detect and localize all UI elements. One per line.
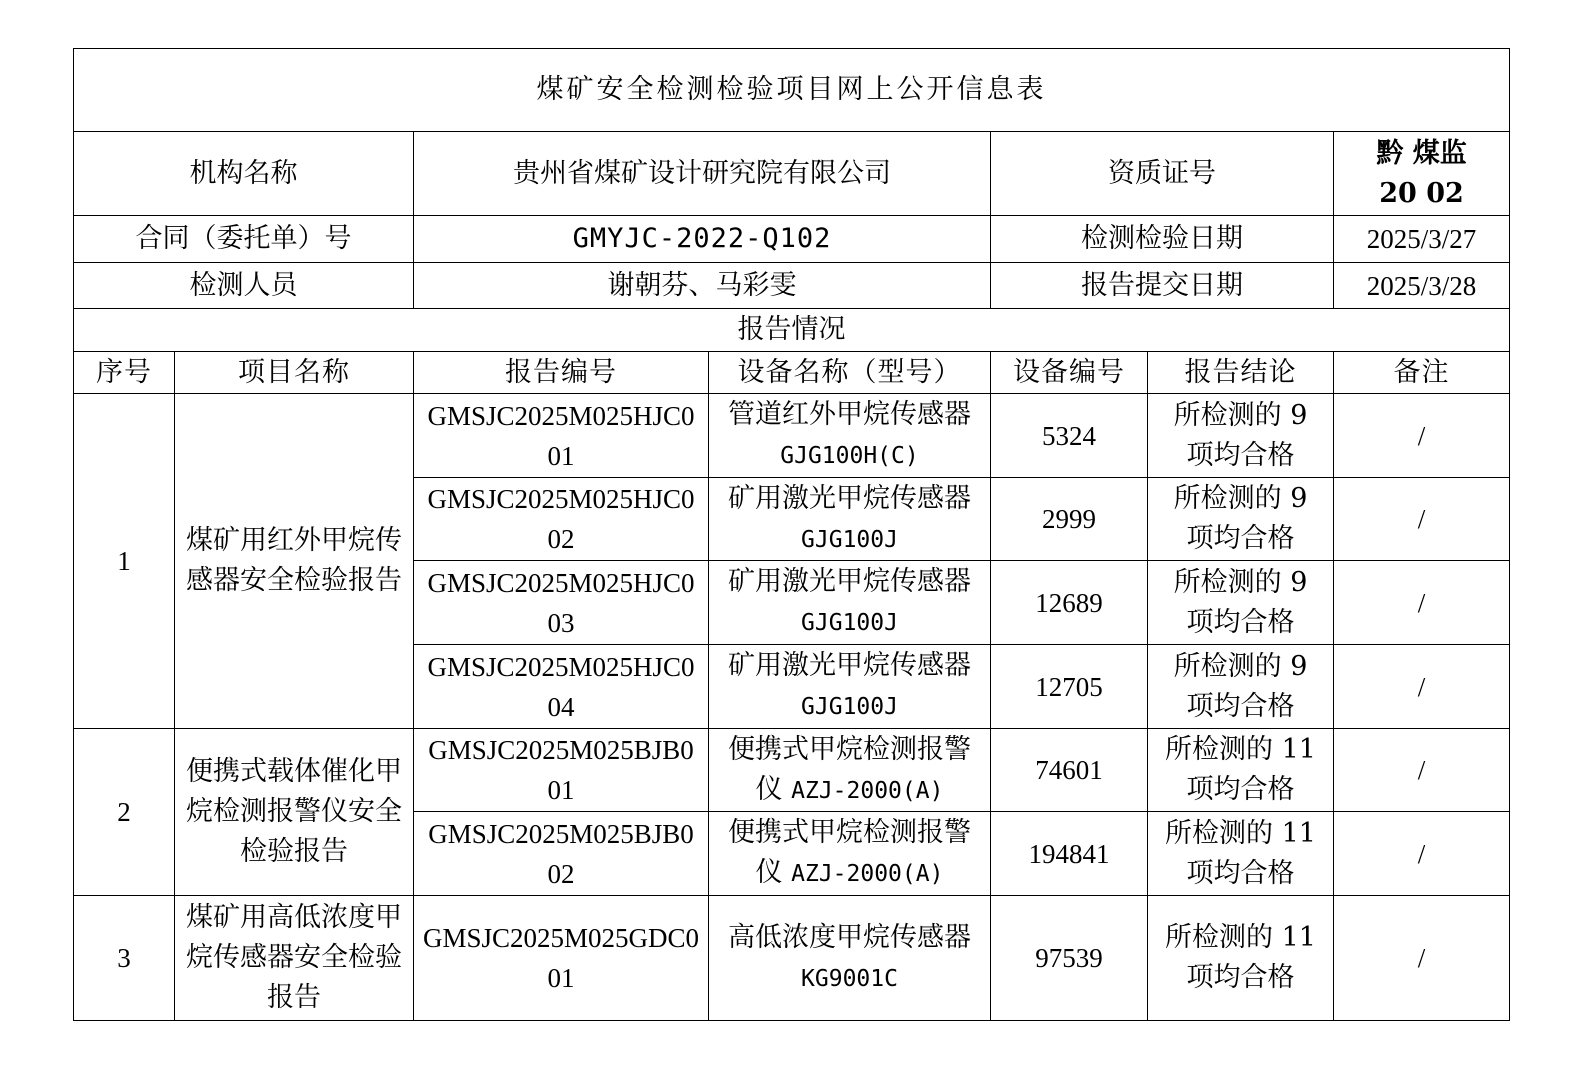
submit-date-label: 报告提交日期 [991, 263, 1334, 309]
equip-name-cell [709, 645, 991, 729]
equip-name: 矿用激光甲烷传感器 [728, 482, 971, 514]
equip-name: 矿用激光甲烷传感器 [728, 650, 971, 681]
title-row [74, 49, 1510, 132]
report-no-cell: GMSJC2025M025HJC002 [414, 478, 709, 561]
org-label: 机构名称 [74, 132, 414, 216]
equip-name: 高低浓度甲烷传感器 [728, 921, 971, 953]
column-header-report-no: 报告编号 [414, 352, 709, 394]
info-table [73, 48, 1510, 1021]
equip-no-cell: 5324 [991, 394, 1148, 478]
seq-cell: 1 [74, 394, 175, 729]
report-no-cell: GMSJC2025M025BJB002 [414, 812, 709, 896]
conclusion-cell: 所检测的 9 项均合格 [1148, 394, 1334, 478]
qualification-label: 资质证号 [991, 132, 1334, 216]
contract-value: GMYJC-2022-Q102 [414, 216, 991, 263]
table-row [74, 729, 1510, 812]
column-header-row [74, 352, 1510, 394]
equip-name-cell [709, 729, 991, 812]
contract-row [74, 216, 1510, 263]
report-no-cell: GMSJC2025M025BJB001 [414, 729, 709, 812]
column-header-conclusion: 报告结论 [1148, 352, 1334, 394]
personnel-value: 谢朝芬、马彩雯 [414, 263, 991, 309]
page-title: 煤矿安全检测检验项目网上公开信息表 [74, 49, 1510, 132]
column-header-project: 项目名称 [175, 352, 414, 394]
remark-cell: / [1334, 478, 1510, 561]
equip-name: 便携式甲烷检测报警仪 [728, 733, 971, 805]
equip-model: KG9001C [801, 965, 898, 992]
report-section-heading: 报告情况 [74, 309, 1510, 352]
equip-name: 矿用激光甲烷传感器 [728, 566, 971, 597]
remark-cell: / [1334, 812, 1510, 896]
equip-no-cell: 194841 [991, 812, 1148, 896]
equip-model: GJG100H(C) [780, 443, 919, 469]
remark-cell: / [1334, 561, 1510, 645]
equip-model: GJG100J [801, 694, 898, 720]
equip-model: GJG100J [801, 526, 898, 553]
conclusion-cell: 所检测的 9 项均合格 [1148, 645, 1334, 729]
equip-model: AZJ-2000(A) [791, 777, 944, 804]
seq-cell: 2 [74, 729, 175, 896]
column-header-equip-no: 设备编号 [991, 352, 1148, 394]
equip-name: 便携式甲烷检测报警仪 [728, 817, 971, 888]
equip-name-cell [709, 896, 991, 1021]
equip-no-cell: 74601 [991, 729, 1148, 812]
project-name-cell: 煤矿用红外甲烷传感器安全检验报告 [175, 394, 414, 729]
equip-no-cell: 2999 [991, 478, 1148, 561]
column-header-seq: 序号 [74, 352, 175, 394]
personnel-row [74, 263, 1510, 309]
org-value: 贵州省煤矿设计研究院有限公司 [414, 132, 991, 216]
inspect-date-value: 2025/3/27 [1334, 216, 1510, 263]
equip-no-cell: 12689 [991, 561, 1148, 645]
equip-name-cell [709, 394, 991, 478]
submit-date-value: 2025/3/28 [1334, 263, 1510, 309]
report-no-cell: GMSJC2025M025HJC004 [414, 645, 709, 729]
equip-model: GJG100J [801, 610, 898, 636]
table-row [74, 394, 1510, 478]
personnel-label: 检测人员 [74, 263, 414, 309]
org-row [74, 132, 1510, 216]
column-header-equip-name: 设备名称（型号） [709, 352, 991, 394]
remark-cell: / [1334, 729, 1510, 812]
conclusion-cell: 所检测的 11 项均合格 [1148, 729, 1334, 812]
table-row [74, 896, 1510, 1021]
remark-cell: / [1334, 645, 1510, 729]
equip-no-cell: 12705 [991, 645, 1148, 729]
project-name-cell: 便携式载体催化甲烷检测报警仪安全检验报告 [175, 729, 414, 896]
contract-label: 合同（委托单）号 [74, 216, 414, 263]
report-no-cell: GMSJC2025M025HJC001 [414, 394, 709, 478]
equip-name: 管道红外甲烷传感器 [728, 399, 971, 430]
remark-cell: / [1334, 896, 1510, 1021]
equip-name-cell [709, 478, 991, 561]
inspect-date-label: 检测检验日期 [991, 216, 1334, 263]
equip-model: AZJ-2000(A) [791, 861, 944, 887]
column-header-remark: 备注 [1334, 352, 1510, 394]
report-no-cell: GMSJC2025M025GDC001 [414, 896, 709, 1021]
qualification-value: 黔 煤监 20 02 [1334, 132, 1510, 216]
equip-no-cell: 97539 [991, 896, 1148, 1021]
conclusion-cell: 所检测的 9 项均合格 [1148, 561, 1334, 645]
project-name-cell: 煤矿用高低浓度甲烷传感器安全检验报告 [175, 896, 414, 1021]
report-section-row [74, 309, 1510, 352]
report-no-cell: GMSJC2025M025HJC003 [414, 561, 709, 645]
conclusion-cell: 所检测的 11 项均合格 [1148, 812, 1334, 896]
equip-name-cell [709, 812, 991, 896]
equip-name-cell [709, 561, 991, 645]
remark-cell: / [1334, 394, 1510, 478]
conclusion-cell: 所检测的 11 项均合格 [1148, 896, 1334, 1021]
conclusion-cell: 所检测的 9 项均合格 [1148, 478, 1334, 561]
seq-cell: 3 [74, 896, 175, 1021]
